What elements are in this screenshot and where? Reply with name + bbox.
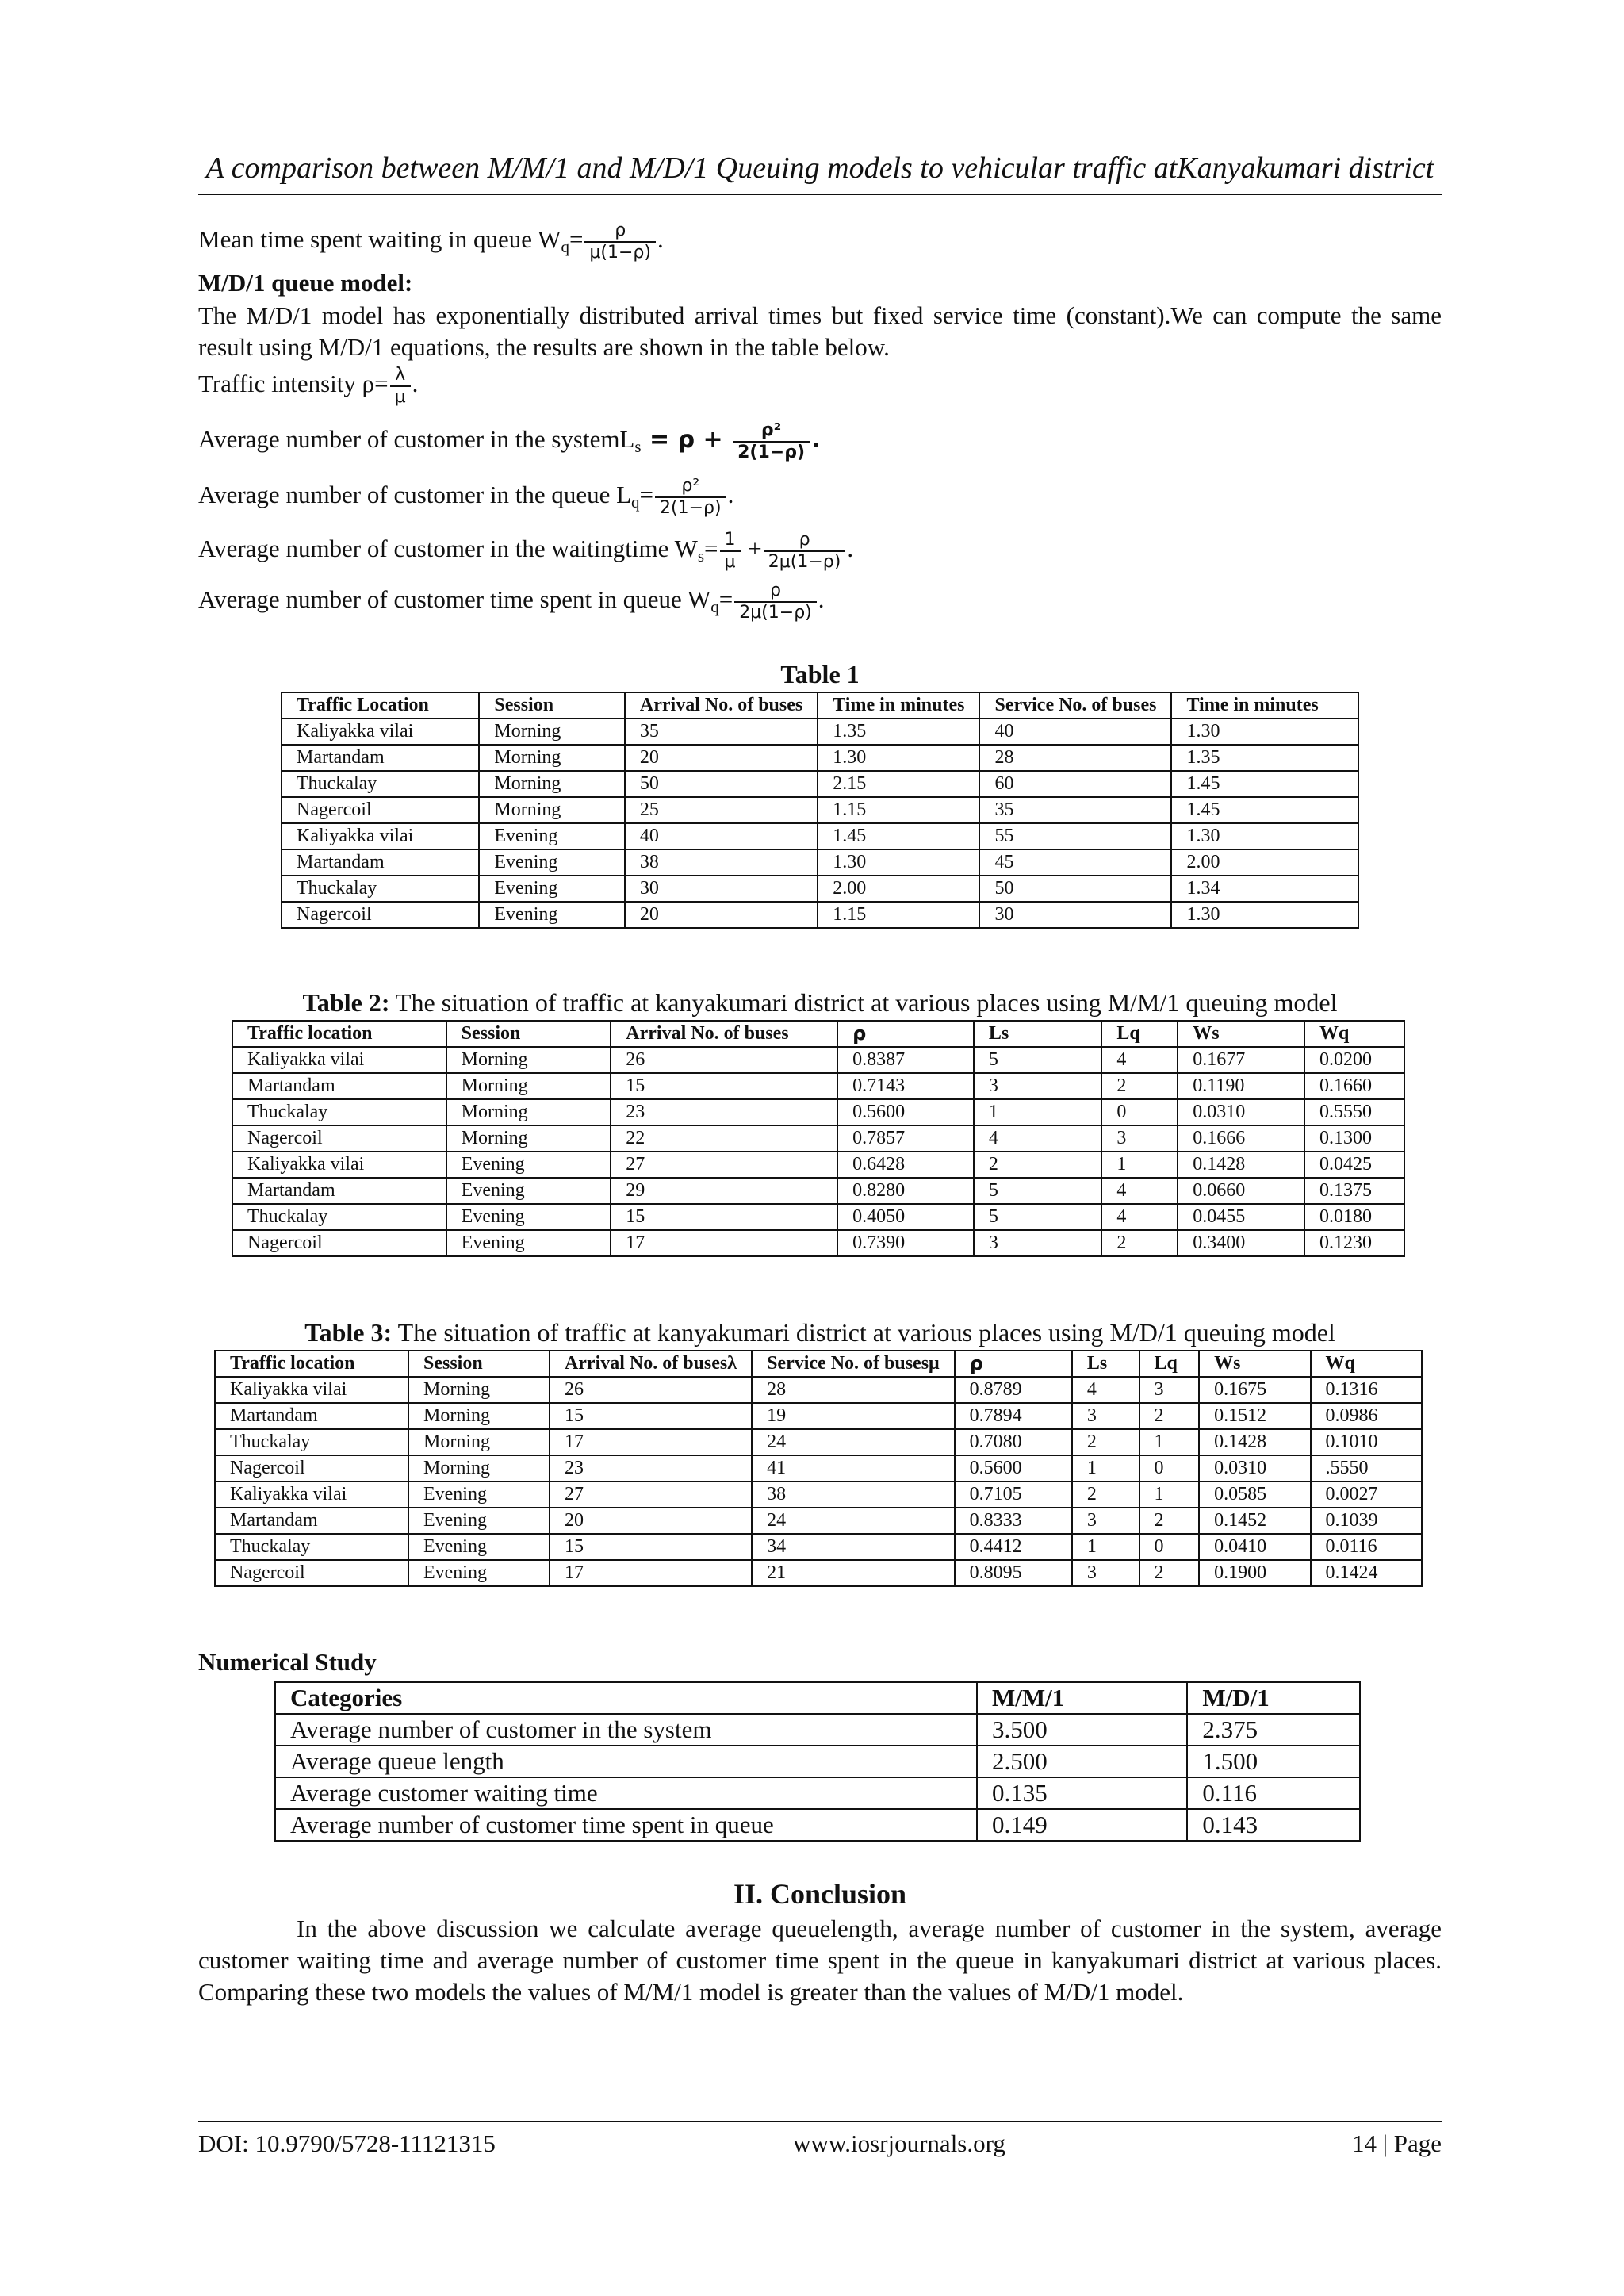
table-cell: 0.1428 (1199, 1429, 1310, 1455)
table2-caption: Table 2: The situation of traffic at kanyakumari district at various places using M/M/1 queuing model (302, 988, 1338, 1017)
table-cell: 17 (611, 1230, 837, 1256)
table-row (282, 771, 1358, 797)
formula-ls: Average number of customer in the systemL$_s$ = ρ + $\frac{\text{ρ²}}{2(1-\rho)}$ . (198, 420, 821, 462)
table-row (282, 797, 1358, 823)
table-cell: 0.1900 (1199, 1560, 1310, 1586)
table-cell: 1.30 (818, 745, 979, 771)
table-cell: 1.15 (818, 797, 979, 823)
table-cell: Nagercoil (282, 797, 479, 823)
table-cell: Morning (446, 1047, 611, 1073)
table-cell: Nagercoil (282, 902, 479, 928)
table-cell: 0 (1139, 1534, 1200, 1560)
table-cell: Morning (408, 1429, 550, 1455)
table-row (275, 1714, 1360, 1746)
table-cell: 2 (1072, 1429, 1139, 1455)
table-cell: 0.0027 (1311, 1481, 1422, 1508)
table2-header: Arrival No. of buses (611, 1021, 837, 1047)
table1-header-row (282, 692, 1358, 719)
table-cell: Thuckalay (215, 1534, 408, 1560)
table-cell: Thuckalay (232, 1099, 446, 1125)
table-cell: 0.4412 (955, 1534, 1072, 1560)
table-cell: 2.375 (1187, 1714, 1360, 1746)
table-cell: 2 (974, 1152, 1102, 1178)
numerical-header: Categories (275, 1682, 977, 1714)
table-cell: 27 (550, 1481, 752, 1508)
table-cell: Evening (479, 902, 625, 928)
table1-header: Time in minutes (1171, 692, 1358, 719)
table3-caption: Table 3: The situation of traffic at kanyakumari district at various places using M/D/1 queuing model (304, 1318, 1335, 1347)
table-cell: 26 (550, 1377, 752, 1403)
table-cell: 38 (752, 1481, 955, 1508)
table-cell: 35 (625, 719, 818, 745)
table-cell: 1 (1139, 1481, 1200, 1508)
table-cell: 0.7080 (955, 1429, 1072, 1455)
table-cell: Evening (479, 876, 625, 902)
table3-header: Wq (1311, 1351, 1422, 1377)
table3-header: Arrival No. of busesλ (550, 1351, 752, 1377)
table-row (232, 1152, 1404, 1178)
table-cell: 0.0200 (1304, 1047, 1404, 1073)
table-cell: Thuckalay (282, 771, 479, 797)
table-cell: Average number of customer in the system (275, 1714, 977, 1746)
table-cell: 0.1039 (1311, 1508, 1422, 1534)
table3-header: Ls (1072, 1351, 1139, 1377)
table-cell: Martandam (232, 1178, 446, 1204)
table-cell: 0.0585 (1199, 1481, 1310, 1508)
table2-header: Ls (974, 1021, 1102, 1047)
table-row (275, 1777, 1360, 1809)
table-cell: 0.0310 (1178, 1099, 1304, 1125)
table3 (214, 1350, 1423, 1587)
table-cell: 0.1316 (1311, 1377, 1422, 1403)
table-cell: 0.1675 (1199, 1377, 1310, 1403)
table-cell: 0.1452 (1199, 1508, 1310, 1534)
table-cell: 3 (1101, 1125, 1178, 1152)
table-cell: 3 (1072, 1560, 1139, 1586)
table-cell: 19 (752, 1403, 955, 1429)
table-cell: 15 (611, 1204, 837, 1230)
footer-doi: DOI: 10.9790/5728-11121315 (198, 2129, 496, 2157)
table-cell: 1.34 (1171, 876, 1358, 902)
footer-rule (198, 2121, 1442, 2122)
table-cell: 15 (550, 1403, 752, 1429)
table-cell: Morning (479, 771, 625, 797)
table-cell: 50 (625, 771, 818, 797)
table-cell: 0.1424 (1311, 1560, 1422, 1586)
table-cell: Evening (479, 823, 625, 849)
table-cell: 3 (974, 1230, 1102, 1256)
fraction: $\frac{\rho}{2\mu(1-\rho)}$ (734, 581, 817, 623)
table-cell: 0.1010 (1311, 1429, 1422, 1455)
table-cell: 2 (1139, 1403, 1200, 1429)
table-cell: Nagercoil (232, 1125, 446, 1152)
table1-caption: Table 1 (780, 660, 860, 688)
table1-header: Arrival No. of buses (625, 692, 818, 719)
table-row (215, 1429, 1422, 1455)
table-cell: 3.500 (977, 1714, 1187, 1746)
table2 (232, 1020, 1405, 1257)
table3-header: Traffic location (215, 1351, 408, 1377)
table-cell: 0.6428 (837, 1152, 974, 1178)
table-cell: 15 (550, 1534, 752, 1560)
table1 (281, 692, 1359, 929)
table-row (232, 1099, 1404, 1125)
table-cell: 20 (550, 1508, 752, 1534)
table-cell: 0.8333 (955, 1508, 1072, 1534)
table-cell: Kaliyakka vilai (232, 1152, 446, 1178)
table-row (232, 1125, 1404, 1152)
table-cell: 40 (979, 719, 1171, 745)
table-cell: Evening (446, 1204, 611, 1230)
table-cell: Thuckalay (232, 1204, 446, 1230)
table-row (282, 745, 1358, 771)
formula-lq: Average number of customer in the queue $L_q=$ $\frac{\text{ρ²}}{2(1-\rho)}$ . (198, 476, 734, 518)
table-cell: 1.30 (1171, 823, 1358, 849)
table-cell: 0.1190 (1178, 1073, 1304, 1099)
table-cell: 2 (1139, 1560, 1200, 1586)
table-cell: 60 (979, 771, 1171, 797)
table-row (282, 849, 1358, 876)
table-cell: 22 (611, 1125, 837, 1152)
table-cell: 0.8095 (955, 1560, 1072, 1586)
table-cell: Martandam (215, 1403, 408, 1429)
table-cell: 0.7894 (955, 1403, 1072, 1429)
table-cell: 0.0116 (1311, 1534, 1422, 1560)
table-cell: 24 (752, 1508, 955, 1534)
table-row (232, 1047, 1404, 1073)
table3-header: ρ (955, 1351, 1072, 1377)
table-row (282, 876, 1358, 902)
md1-paragraph: The M/D/1 model has exponentially distributed arrival times but fixed service time (constant).We can compute the same result using M/D/1 equations, the results are shown in the table below. (198, 301, 1442, 361)
table-cell: 5 (974, 1178, 1102, 1204)
table-cell: 3 (1072, 1508, 1139, 1534)
table2-header: ρ (837, 1021, 974, 1047)
table1-header: Service No. of buses (979, 692, 1171, 719)
table-row (282, 823, 1358, 849)
table-cell: 0.0310 (1199, 1455, 1310, 1481)
table-cell: 1 (1101, 1152, 1178, 1178)
table3-header: Session (408, 1351, 550, 1377)
numerical-header: M/M/1 (977, 1682, 1187, 1714)
table-cell: 0.7105 (955, 1481, 1072, 1508)
table2-header-row (232, 1021, 1404, 1047)
header-rule (198, 194, 1442, 195)
table-row (282, 719, 1358, 745)
table-row (232, 1178, 1404, 1204)
table-cell: 2.00 (1171, 849, 1358, 876)
table-cell: 0.1230 (1304, 1230, 1404, 1256)
table-cell: Morning (479, 797, 625, 823)
table-cell: 17 (550, 1560, 752, 1586)
table-cell: 1.15 (818, 902, 979, 928)
table2-header: Ws (1178, 1021, 1304, 1047)
table-cell: 0 (1101, 1099, 1178, 1125)
table-row (282, 902, 1358, 928)
table-cell: 0.1300 (1304, 1125, 1404, 1152)
table-cell: 0 (1139, 1455, 1200, 1481)
table-cell: 15 (611, 1073, 837, 1099)
table-cell: 0.0986 (1311, 1403, 1422, 1429)
table-cell: 35 (979, 797, 1171, 823)
table-row (215, 1534, 1422, 1560)
table-cell: 1.30 (1171, 902, 1358, 928)
table-cell: 0.1512 (1199, 1403, 1310, 1429)
table-cell: 23 (611, 1099, 837, 1125)
table-cell: 1.30 (818, 849, 979, 876)
table3-header: Service No. of busesμ (752, 1351, 955, 1377)
table-cell: 50 (979, 876, 1171, 902)
table-cell: 0.8387 (837, 1047, 974, 1073)
table3-header: Lq (1139, 1351, 1200, 1377)
table-cell: .5550 (1311, 1455, 1422, 1481)
table-cell: Average queue length (275, 1746, 977, 1777)
table-cell: Morning (446, 1125, 611, 1152)
table-row (215, 1455, 1422, 1481)
table-cell: 40 (625, 823, 818, 849)
table2-header: Traffic location (232, 1021, 446, 1047)
table-cell: 0.5550 (1304, 1099, 1404, 1125)
formula-ws: Average number of customer in the waitingtime $W_s=$ $\frac{1}{\mu}$ + $\frac{\rho}{2\mu(1-\rho)}$ . (198, 530, 854, 572)
table-cell: 0.143 (1187, 1809, 1360, 1841)
table-cell: 0.7857 (837, 1125, 974, 1152)
table-cell: Evening (408, 1508, 550, 1534)
table-row (275, 1746, 1360, 1777)
numerical-heading: Numerical Study (198, 1648, 377, 1676)
table-cell: Morning (408, 1377, 550, 1403)
table-cell: 1.45 (1171, 771, 1358, 797)
table-cell: 1 (1072, 1534, 1139, 1560)
table-cell: 0.3400 (1178, 1230, 1304, 1256)
numerical-header: M/D/1 (1187, 1682, 1360, 1714)
table-cell: 0.135 (977, 1777, 1187, 1809)
table2-header: Wq (1304, 1021, 1404, 1047)
table-cell: 2 (1101, 1230, 1178, 1256)
table3-header-row (215, 1351, 1422, 1377)
table-cell: 45 (979, 849, 1171, 876)
table-cell: Evening (408, 1481, 550, 1508)
table-cell: 0.0455 (1178, 1204, 1304, 1230)
footer-page-number: 14 | Page (1352, 2129, 1442, 2157)
table-row (232, 1230, 1404, 1256)
table-cell: 4 (974, 1125, 1102, 1152)
table-cell: 0.116 (1187, 1777, 1360, 1809)
table-cell: Evening (408, 1534, 550, 1560)
table-cell: 34 (752, 1534, 955, 1560)
table-cell: 28 (752, 1377, 955, 1403)
formula-mm1-wq: Mean time spent waiting in queue $W_q=$ $\frac{\rho}{\mu(1-\rho)}$ . (198, 220, 664, 263)
table-cell: 41 (752, 1455, 955, 1481)
table-cell: Nagercoil (232, 1230, 446, 1256)
table1-header: Time in minutes (818, 692, 979, 719)
table-cell: 0.5600 (955, 1455, 1072, 1481)
table-cell: Kaliyakka vilai (232, 1047, 446, 1073)
table-cell: 2 (1101, 1073, 1178, 1099)
table-cell: 1.35 (818, 719, 979, 745)
table-cell: 2 (1139, 1508, 1200, 1534)
footer-website: www.iosrjournals.org (793, 2129, 1005, 2157)
table-cell: 1 (1072, 1455, 1139, 1481)
table-cell: Morning (479, 745, 625, 771)
table-cell: Evening (479, 849, 625, 876)
table-row (215, 1403, 1422, 1429)
table-cell: 24 (752, 1429, 955, 1455)
table-cell: 20 (625, 902, 818, 928)
table-cell: 0.8789 (955, 1377, 1072, 1403)
table-cell: 0.0180 (1304, 1204, 1404, 1230)
md1-heading: M/D/1 queue model: (198, 269, 413, 297)
table-cell: 4 (1101, 1047, 1178, 1073)
table-row (275, 1809, 1360, 1841)
table-cell: 26 (611, 1047, 837, 1073)
table-cell: Nagercoil (215, 1455, 408, 1481)
table-cell: 28 (979, 745, 1171, 771)
table-cell: Morning (446, 1099, 611, 1125)
fraction: $\frac{\text{ρ²}}{2(1-\rho)}$ (655, 476, 726, 519)
table-cell: 2 (1072, 1481, 1139, 1508)
table1-header: Traffic Location (282, 692, 479, 719)
table-cell: 3 (974, 1073, 1102, 1099)
table-cell: Morning (408, 1403, 550, 1429)
table-row (215, 1481, 1422, 1508)
table-cell: 25 (625, 797, 818, 823)
table-cell: 1.45 (1171, 797, 1358, 823)
table-cell: 0.0425 (1304, 1152, 1404, 1178)
table-cell: 0.1375 (1304, 1178, 1404, 1204)
table-cell: Morning (446, 1073, 611, 1099)
table-cell: 17 (550, 1429, 752, 1455)
table-cell: Thuckalay (282, 876, 479, 902)
table2-header: Lq (1101, 1021, 1178, 1047)
numerical-table (274, 1681, 1361, 1842)
table-cell: Evening (408, 1560, 550, 1586)
table-cell: Evening (446, 1178, 611, 1204)
table-cell: Martandam (215, 1508, 408, 1534)
table-cell: Evening (446, 1152, 611, 1178)
table-cell: Nagercoil (215, 1560, 408, 1586)
table-cell: 1 (1139, 1429, 1200, 1455)
table-cell: 1.30 (1171, 719, 1358, 745)
running-header: A comparison between M/M/1 and M/D/1 Queuing models to vehicular traffic atKanyakumari district (205, 151, 1434, 185)
fraction: $\frac{\lambda}{\mu}$ (390, 365, 411, 408)
table-cell: 0.1677 (1178, 1047, 1304, 1073)
table-cell: 4 (1072, 1377, 1139, 1403)
formula-wq: Average number of customer time spent in queue $W_q=$ $\frac{\rho}{2\mu(1-\rho)}$ . (198, 581, 825, 623)
table-cell: 0.149 (977, 1809, 1187, 1841)
table-cell: Evening (446, 1230, 611, 1256)
table-cell: 20 (625, 745, 818, 771)
table-cell: 1.45 (818, 823, 979, 849)
table-cell: 2.15 (818, 771, 979, 797)
table-cell: Kaliyakka vilai (282, 823, 479, 849)
table-cell: 0.7390 (837, 1230, 974, 1256)
table-cell: 5 (974, 1204, 1102, 1230)
fraction: $\frac{\rho}{\mu(1-\rho)}$ (584, 220, 656, 263)
table-cell: 0.5600 (837, 1099, 974, 1125)
table-cell: 0.1428 (1178, 1152, 1304, 1178)
table-cell: 3 (1072, 1403, 1139, 1429)
table-cell: Martandam (282, 745, 479, 771)
table-row (232, 1204, 1404, 1230)
table-cell: 1 (974, 1099, 1102, 1125)
table-cell: 0.0410 (1199, 1534, 1310, 1560)
table-cell: 0.1660 (1304, 1073, 1404, 1099)
table-cell: 0.7143 (837, 1073, 974, 1099)
table-cell: 0.0660 (1178, 1178, 1304, 1204)
table-cell: Morning (479, 719, 625, 745)
table-cell: 55 (979, 823, 1171, 849)
table-cell: 0.1666 (1178, 1125, 1304, 1152)
table-cell: 2.500 (977, 1746, 1187, 1777)
conclusion-body: In the above discussion we calculate average queuelength, average number of customer in the system, average customer waiting time and average number of customer time spent in the queue in kanyakumari district at various places. Comparing these two models the values of M/M/1 model is greater than the values of M/D/1 model. (198, 1915, 1442, 2006)
table-cell: 30 (625, 876, 818, 902)
table-cell: Average customer waiting time (275, 1777, 977, 1809)
table-cell: 30 (979, 902, 1171, 928)
fraction: $\frac{\text{ρ²}}{2(1-\rho)}$ (733, 420, 810, 463)
table-cell: 21 (752, 1560, 955, 1586)
numerical-header-row (275, 1682, 1360, 1714)
table-row (232, 1073, 1404, 1099)
table-cell: Martandam (282, 849, 479, 876)
table-cell: 38 (625, 849, 818, 876)
table-cell: Kaliyakka vilai (215, 1481, 408, 1508)
table-cell: Average number of customer time spent in queue (275, 1809, 977, 1841)
table-cell: 5 (974, 1047, 1102, 1073)
conclusion-heading: II. Conclusion (733, 1878, 907, 1910)
table-cell: Martandam (232, 1073, 446, 1099)
formula-rho: Traffic intensity ρ= $\frac{\lambda}{\mu}$ . (198, 365, 419, 407)
fraction: $\frac{1}{\mu}$ (720, 530, 741, 573)
table2-header: Session (446, 1021, 611, 1047)
table-cell: 3 (1139, 1377, 1200, 1403)
table-cell: 4 (1101, 1204, 1178, 1230)
table-cell: Thuckalay (215, 1429, 408, 1455)
table-cell: 4 (1101, 1178, 1178, 1204)
table-cell: 0.4050 (837, 1204, 974, 1230)
table-cell: 27 (611, 1152, 837, 1178)
table-cell: 1.500 (1187, 1746, 1360, 1777)
table1-header: Session (479, 692, 625, 719)
table-row (215, 1377, 1422, 1403)
table-cell: 1.35 (1171, 745, 1358, 771)
table-row (215, 1560, 1422, 1586)
fraction: $\frac{\rho}{2\mu(1-\rho)}$ (764, 530, 846, 573)
table-cell: 0.8280 (837, 1178, 974, 1204)
table3-header: Ws (1199, 1351, 1310, 1377)
table-row (215, 1508, 1422, 1534)
table-cell: 23 (550, 1455, 752, 1481)
table-cell: Kaliyakka vilai (215, 1377, 408, 1403)
table-cell: Morning (408, 1455, 550, 1481)
table-cell: 29 (611, 1178, 837, 1204)
table-cell: Kaliyakka vilai (282, 719, 479, 745)
table-cell: 2.00 (818, 876, 979, 902)
